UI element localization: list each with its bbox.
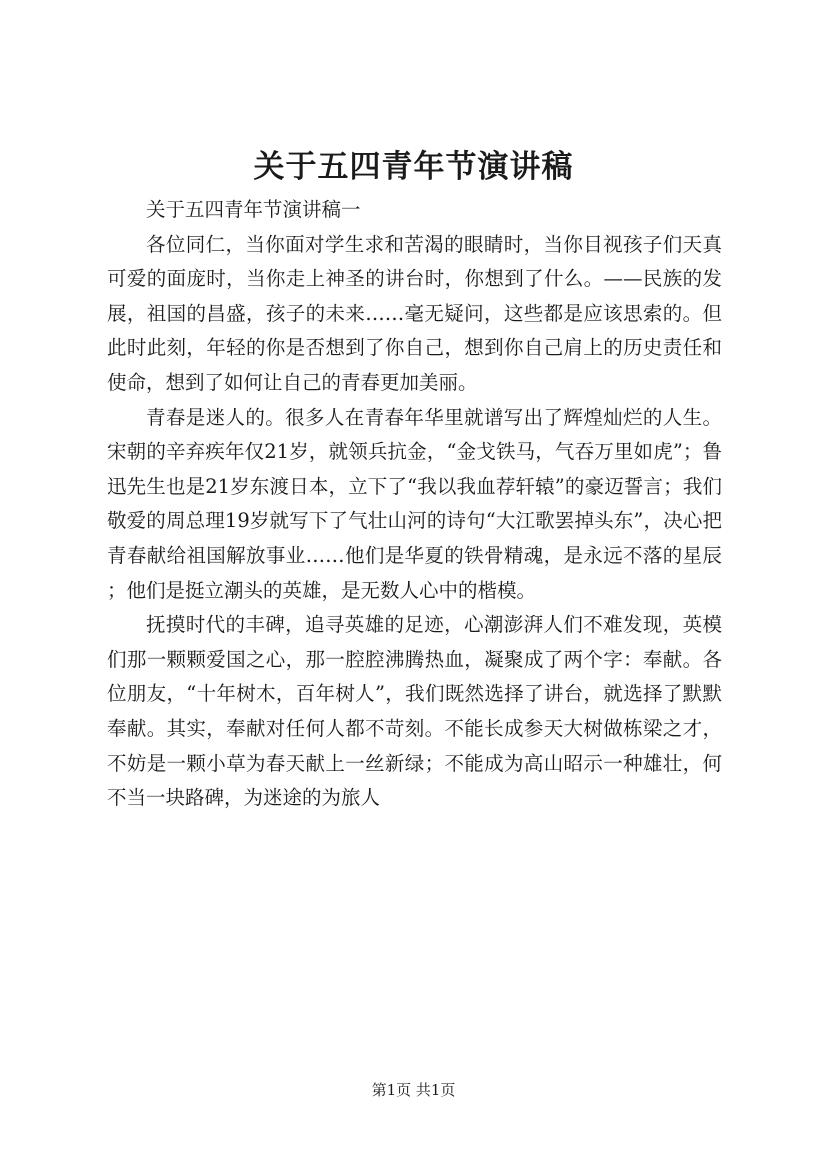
document-body: [107, 193, 722, 816]
document-subtitle: 关于五四青年节演讲稿一: [146, 198, 361, 221]
document-title: 关于五四青年节演讲稿: [253, 149, 574, 185]
paragraph-2: 青春是迷人的。很多人在青春年华里就谱写出了辉煌灿烂的人生。宋朝的辛弃疾年仅21岁，就领兵抗金，“金戈铁马，气吞万里如虎”；鲁迅先生也是21岁东渡日本，立下了“我以我血荐轩辕”的豪迈誓言；我们敬爱的周总理19岁就写下了气壮山河的诗句“大江歌罢掉头东”，决心把青春献给祖国解放事业……他们是华夏的铁骨精魂，是永远不落的星辰；他们是挺立潮头的英雄，是无数人心中的楷模。: [107, 405, 722, 602]
paragraph-3: 抚摸时代的丰碑，追寻英雄的足迹，心潮澎湃人们不难发现，英模们那一颗颗爱国之心，那一腔腔沸腾热血，凝聚成了两个字：奉献。各位朋友，“十年树木，百年树人”，我们既然选择了讲台，就选择了默默奉献。其实，奉献对任何人都不苛刻。不能长成参天大树做栋梁之才，不妨是一颗小草为春天献上一丝新绿；不能成为高山昭示一种雄壮，何不当一块路碑，为迷途的为旅人: [107, 613, 722, 810]
page-footer: 第1页 共1页: [371, 1081, 456, 1099]
paragraph-1: 各位同仁，当你面对学生求和苦渴的眼睛时，当你目视孩子们天真可爱的面庞时，当你走上神圣的讲台时，你想到了什么。——民族的发展，祖国的昌盛，孩子的未来……毫无疑问，这些都是应该思索的。但此时此刻，年轻的你是否想到了你自己，想到你自己肩上的历史责任和使命，想到了如何让自己的青春更加美丽。: [107, 232, 722, 394]
